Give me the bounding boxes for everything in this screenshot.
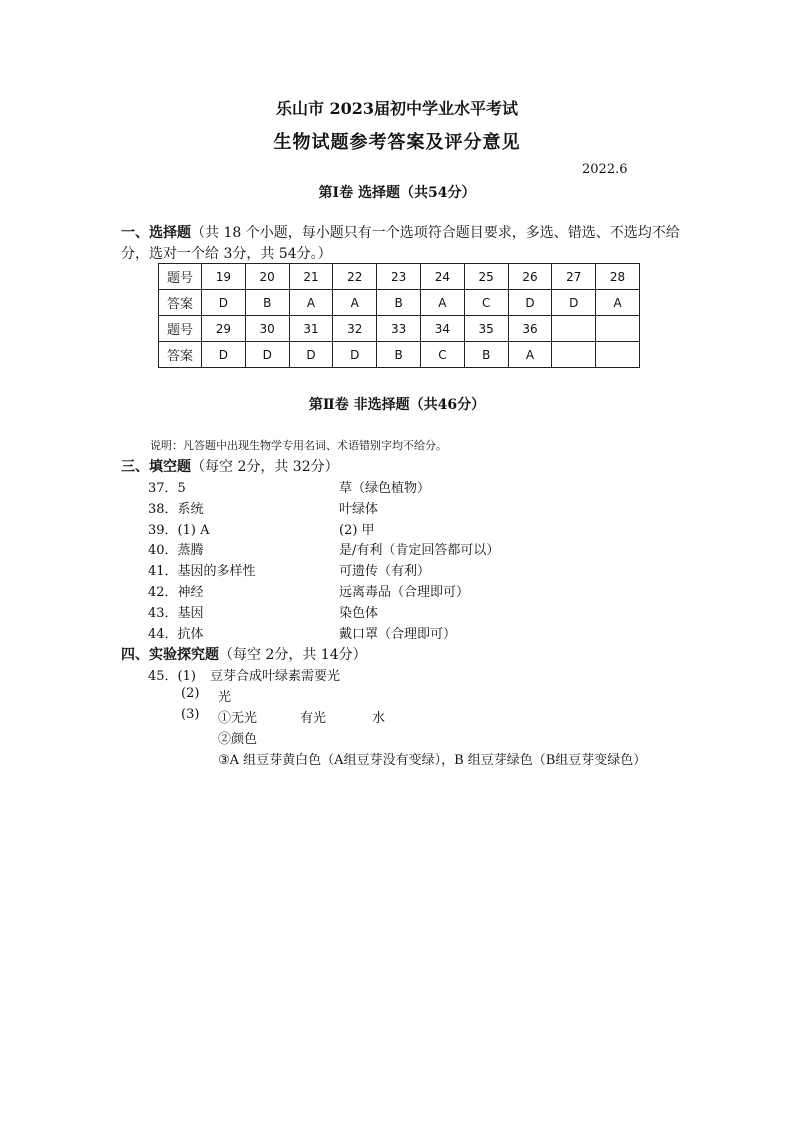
- fill-answer-right: 是/有利（肯定回答都可以）: [339, 543, 500, 559]
- table-cell: 32: [333, 316, 377, 342]
- table-cell: D: [552, 290, 596, 316]
- fill-answer-left: 42．神经: [148, 585, 204, 600]
- table-cell: 21: [289, 264, 333, 290]
- table-header-cell: 题号: [159, 264, 202, 290]
- fill-answer-right: 染色体: [339, 605, 379, 621]
- table-cell: B: [377, 290, 421, 316]
- fill-answer-left: 43．基因: [148, 605, 204, 621]
- q45-answer-3-3: ③A 组豆芽黄白色（A组豆芽没有变绿），B 组豆芽绿色（B组豆芽变绿色）: [218, 753, 647, 768]
- table-cell: 36: [508, 316, 552, 342]
- table-cell: 31: [289, 316, 333, 342]
- fill-answer-left: 40．蒸腾: [148, 543, 204, 559]
- document-date: 2022.6: [582, 162, 628, 177]
- part1-heading: 第Ⅰ卷 选择题（共54分）: [318, 185, 476, 201]
- q45-answer-3b: 有光: [300, 711, 327, 726]
- table-cell: 20: [245, 264, 289, 290]
- table-cell: D: [202, 290, 246, 316]
- document-subtitle: 生物试题参考答案及评分意见: [273, 132, 521, 153]
- fill-answer-right: 可遗传（有利）: [339, 564, 431, 580]
- experiment-section-title: 四、实验探究题: [121, 647, 219, 663]
- table-cell: A: [508, 342, 552, 368]
- table-cell: C: [420, 342, 464, 368]
- q45-sub3-number: (3): [181, 707, 200, 722]
- table-cell: A: [289, 290, 333, 316]
- table-header-cell: 答案: [159, 290, 202, 316]
- table-header-cell: 题号: [159, 316, 202, 342]
- part2-heading: 第Ⅱ卷 非选择题（共46分）: [308, 397, 486, 413]
- q45-answer-2: 光: [218, 690, 232, 705]
- fill-section-desc: （每空 2分，共 32分）: [191, 459, 339, 475]
- table-cell: D: [333, 342, 377, 368]
- table-cell: 27: [552, 264, 596, 290]
- experiment-section-desc: （每空 2分，共 14分）: [219, 647, 367, 663]
- fill-answer-left: 41．基因的多样性: [148, 564, 256, 580]
- fill-section-title: 三、填空题: [121, 459, 191, 475]
- table-row: [159, 342, 640, 368]
- q45-answer-1: 豆芽合成叶绿素需要光: [210, 669, 341, 684]
- table-cell: B: [245, 290, 289, 316]
- choice-section-desc: （共 18 个小题，每小题只有一个选项符合题目要求，多选、错选、不选均不给: [191, 225, 680, 241]
- table-cell: 33: [377, 316, 421, 342]
- q45-number: 45．(1): [148, 669, 196, 684]
- fill-answer-left: 38．系统: [148, 501, 204, 517]
- table-cell: A: [596, 290, 640, 316]
- table-cell: D: [245, 342, 289, 368]
- fill-answer-left: 39．(1) A: [148, 522, 210, 538]
- table-cell: A: [420, 290, 464, 316]
- scoring-note: 说明：凡答题中出现生物学专用名词、术语错别字均不给分。: [150, 439, 447, 452]
- table-cell: 19: [202, 264, 246, 290]
- q45-answer-3-2: ②颜色: [218, 732, 258, 747]
- q45-answer-3a: ①无光: [218, 711, 258, 726]
- fill-answer-right: 戴口罩（合理即可）: [339, 626, 457, 642]
- table-cell: 25: [464, 264, 508, 290]
- table-cell: 30: [245, 316, 289, 342]
- fill-answer-left: 37．5: [148, 481, 186, 496]
- table-row: [159, 316, 640, 342]
- table-cell: B: [464, 342, 508, 368]
- table-cell: 26: [508, 264, 552, 290]
- choice-section-title: 一、选择题: [121, 225, 191, 241]
- table-row: [159, 264, 640, 290]
- table-cell: 23: [377, 264, 421, 290]
- answer-table: [158, 263, 640, 368]
- table-cell: D: [289, 342, 333, 368]
- fill-answer-right: 远离毒品（合理即可）: [339, 585, 470, 600]
- choice-section-line2: 分，选对一个给 3分，共 54分。）: [121, 246, 332, 262]
- fill-answer-left: 44．抗体: [148, 626, 204, 642]
- table-cell: 22: [333, 264, 377, 290]
- table-cell: D: [508, 290, 552, 316]
- table-cell: A: [333, 290, 377, 316]
- table-cell: 28: [596, 264, 640, 290]
- table-cell: 24: [420, 264, 464, 290]
- experiment-section-heading: [121, 644, 367, 664]
- fill-answer-right: (2) 甲: [339, 522, 375, 538]
- table-cell: 34: [420, 316, 464, 342]
- table-cell: 35: [464, 316, 508, 342]
- table-row: [159, 290, 640, 316]
- document-title: 乐山市 2023届初中学业水平考试: [275, 99, 519, 118]
- table-cell: 29: [202, 316, 246, 342]
- fill-answer-right: 叶绿体: [339, 501, 379, 517]
- table-header-cell: 答案: [159, 342, 202, 368]
- choice-section-line1: [121, 222, 680, 242]
- q45-answer-3c: 水: [372, 711, 386, 726]
- table-cell: [552, 316, 596, 342]
- table-cell: C: [464, 290, 508, 316]
- table-cell: [552, 342, 596, 368]
- table-cell: B: [377, 342, 421, 368]
- q45-sub2-number: (2): [181, 686, 200, 701]
- table-cell: [596, 342, 640, 368]
- table-cell: D: [202, 342, 246, 368]
- fill-answer-right: 草（绿色植物）: [339, 481, 431, 496]
- table-cell: [596, 316, 640, 342]
- fill-section-heading: [121, 456, 339, 476]
